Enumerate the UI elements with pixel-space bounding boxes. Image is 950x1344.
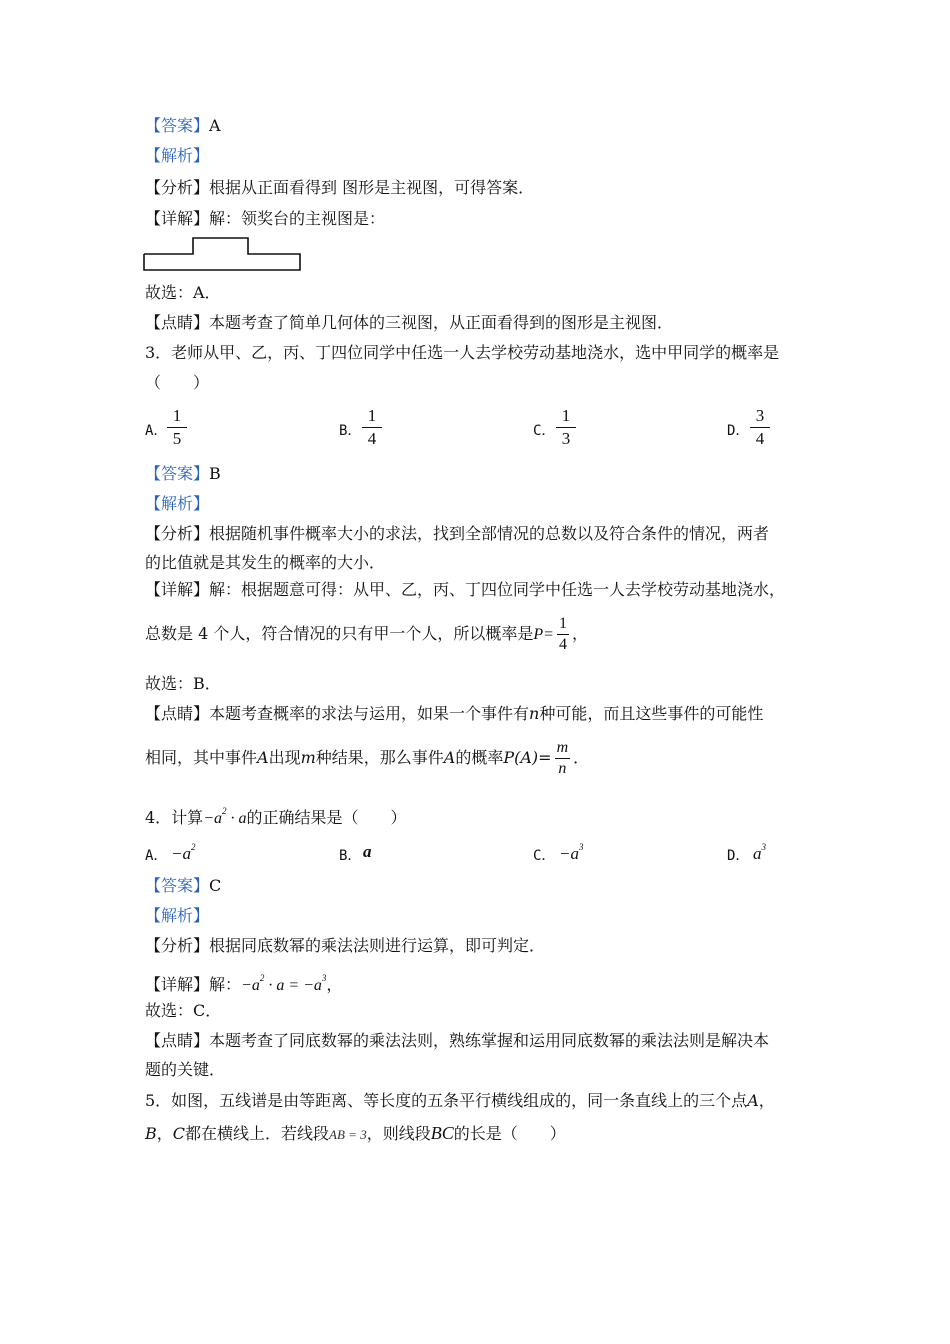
q4-fenxi-line (145, 936, 545, 956)
frac-den: 4 (750, 427, 770, 450)
q3-detail-line2 (145, 614, 588, 655)
podium-outline (144, 238, 300, 270)
expr-base: −a (171, 844, 191, 863)
q4-detail-line (145, 968, 342, 996)
q3-detail-end: ， (571, 624, 588, 643)
q3-comment-line2 (145, 738, 589, 779)
q5-stem-line1 (145, 1091, 775, 1111)
q4-stem-expr (203, 806, 247, 827)
comment-tag: 【点睛】 (145, 1031, 210, 1050)
answer-tag: 【答案】 (145, 876, 210, 895)
q4-option-c-value[interactable] (559, 842, 583, 864)
q3-option-a-label: A． (145, 423, 168, 439)
q3-stem-line2: （ ） (145, 373, 210, 392)
q3-option-b-value[interactable] (362, 405, 382, 450)
q3-option-d-label: D． (727, 423, 750, 439)
prob-m-over-n (555, 738, 571, 779)
q4-option-a-label: A． (145, 848, 168, 864)
q2-answer: A (209, 116, 221, 135)
frac-den: 5 (167, 427, 187, 450)
q3-fenxi-line2: 的比值就是其发生的概率的大小． (145, 553, 386, 572)
q4-comment-line2: 题的关键． (145, 1060, 226, 1079)
var-n: n (529, 704, 540, 723)
q4-comment-line1 (145, 1031, 769, 1051)
detail-tag: 【详解】 (145, 975, 210, 994)
q2-detail-line (145, 209, 385, 229)
q4-option-b-value[interactable] (363, 842, 372, 862)
frac-den: 4 (362, 427, 382, 450)
q2-fenxi-line (145, 178, 534, 198)
q4-analysis-line (145, 906, 209, 926)
q2-fenxi: 根据从正面看得到 图形是主视图，可得答案． (209, 178, 535, 197)
q2-choose: 故选：A． (145, 283, 221, 302)
q3-option-a-value[interactable] (167, 405, 187, 450)
frac-num: 3 (755, 406, 765, 425)
q5-ab-expr: AB = 3 (329, 1127, 367, 1142)
q3-comment-2a: 相同，其中事件 (145, 748, 258, 767)
q3-detail-line1 (145, 580, 785, 600)
q4-answer-line (145, 876, 221, 896)
q4-comment-1: 本题考查了同底数幂的乘法法则，熟练掌握和运用同底数幂的乘法法则是解决本 (209, 1031, 770, 1050)
prob-p: P= (533, 626, 554, 643)
q4-option-c-label: C． (533, 848, 556, 864)
frac-den: n (555, 758, 571, 779)
point-A: A (747, 1091, 759, 1110)
point-B: B (145, 1124, 157, 1143)
expr-exp: 3 (761, 842, 766, 852)
expr-exp2: 3 (321, 973, 327, 983)
q3-choose: 故选：B． (145, 674, 221, 693)
var-m: m (300, 748, 316, 767)
frac-den: 3 (556, 427, 576, 450)
q2-analysis-line (145, 146, 209, 166)
q3-comment-1b: 种可能，而且这些事件的可能性 (539, 704, 764, 723)
expr-exp: 2 (221, 806, 227, 816)
q3-analysis-line (145, 494, 209, 514)
q3-comment-2b: 出现 (268, 748, 301, 767)
q3-stem-line1: 3．老师从甲、乙，丙、丁四位同学中任选一人去学校劳动基地浇水，选中甲同学的概率是 (145, 343, 780, 362)
q5-stem-1-end: ， (758, 1091, 775, 1110)
comment-tag: 【点睛】 (145, 313, 210, 332)
q4-option-b-label: B． (339, 848, 362, 864)
answer-tag: 【答案】 (145, 464, 210, 483)
q4-option-d-label: D． (727, 848, 750, 864)
q4-stem (145, 801, 407, 829)
fenxi-tag: 【分析】 (145, 178, 210, 197)
q3-option-b-label: B． (339, 423, 362, 439)
expr-exp: 2 (259, 973, 265, 983)
q3-option-c-label: C． (533, 423, 556, 439)
q4-detail-a: 解： (209, 975, 242, 994)
fenxi-tag: 【分析】 (145, 936, 210, 955)
expr-mid: · a = −a (264, 977, 322, 994)
q4-option-a-value[interactable] (171, 842, 195, 864)
q3-comment-line1 (145, 704, 763, 724)
comment-tag: 【点睛】 (145, 704, 210, 723)
q4-stem-a: 4．计算 (145, 808, 204, 827)
var-A2: A (443, 748, 456, 767)
frac-num: 1 (558, 615, 567, 632)
expr-dot: · a (226, 810, 247, 827)
detail-tag: 【详解】 (145, 209, 210, 228)
var-A: A (257, 748, 269, 767)
q4-option-d-value[interactable] (753, 842, 766, 864)
q4-detail-expr (241, 973, 327, 994)
q5-stem-line2 (145, 1123, 566, 1145)
q3-detail-2: 总数是 4 个人，符合情况的只有甲一个人，所以概率是 (145, 624, 534, 643)
point-C: C (172, 1124, 186, 1143)
q3-detail-1: 解：根据题意可得：从甲、乙，丙、丁四位同学中任选一人去学校劳动基地浇水， (209, 580, 786, 599)
q2-comment: 本题考查了简单几何体的三视图，从正面看得到的图形是主视图． (209, 313, 674, 332)
q2-detail: 解：领奖台的主视图是： (209, 209, 386, 228)
q5-stem-2b: 都在横线上．若线段 (185, 1124, 330, 1143)
q3-option-c-value[interactable] (556, 405, 576, 450)
detail-tag: 【详解】 (145, 580, 210, 599)
q4-answer: C (209, 876, 222, 895)
frac-num: m (556, 739, 569, 756)
q3-option-d-value[interactable] (750, 405, 770, 450)
q5-stem-2d: 的长是（ ） (453, 1124, 566, 1143)
podium-front-view-figure (142, 236, 304, 272)
q5-stem-2a: ， (156, 1124, 173, 1143)
analysis-tag: 【解析】 (145, 906, 210, 925)
q3-answer-line (145, 464, 221, 484)
expr-exp: 2 (190, 842, 196, 852)
q5-stem-1: 5．如图，五线谱是由等距离、等长度的五条平行横线组成的，同一条直线上的三个点 (145, 1091, 748, 1110)
q5-bc: BC (430, 1123, 454, 1143)
q4-fenxi: 根据同底数幂的乘法法则进行运算，即可判定． (209, 936, 546, 955)
analysis-tag: 【解析】 (145, 494, 210, 513)
prob-fraction (557, 614, 569, 655)
analysis-tag: 【解析】 (145, 146, 210, 165)
prob-PA: P(A)= (503, 748, 552, 767)
q2-comment-line (145, 313, 673, 333)
frac-den: 4 (558, 636, 567, 653)
q3-comment-2c: 种结果，那么事件 (315, 748, 444, 767)
expr-base: −a (241, 977, 260, 994)
expr-exp: 3 (578, 842, 584, 852)
expr-base: −a (559, 844, 579, 863)
expr-base: a (753, 844, 762, 863)
q4-detail-end: ， (326, 975, 343, 994)
q4-choose: 故选：C． (145, 1001, 222, 1020)
frac-num: 1 (172, 406, 182, 425)
expr-base: −a (203, 810, 222, 827)
q3-comment-1a: 本题考查概率的求法与运用，如果一个事件有 (209, 704, 530, 723)
expr-base: a (363, 842, 372, 861)
q3-comment-2d: 的概率 (455, 748, 504, 767)
q4-stem-b: 的正确结果是（ ） (246, 808, 407, 827)
q3-comment-end: ． (573, 748, 590, 767)
fenxi-tag: 【分析】 (145, 524, 210, 543)
q3-fenxi-line1 (145, 524, 769, 544)
frac-num: 1 (367, 406, 377, 425)
answer-tag: 【答案】 (145, 116, 210, 135)
q5-stem-2c: ，则线段 (366, 1124, 431, 1143)
q2-answer-line (145, 116, 221, 136)
q3-fenxi-1: 根据随机事件概率大小的求法，找到全部情况的总数以及符合条件的情况，两者 (209, 524, 770, 543)
q3-answer: B (209, 464, 221, 483)
frac-num: 1 (561, 406, 571, 425)
